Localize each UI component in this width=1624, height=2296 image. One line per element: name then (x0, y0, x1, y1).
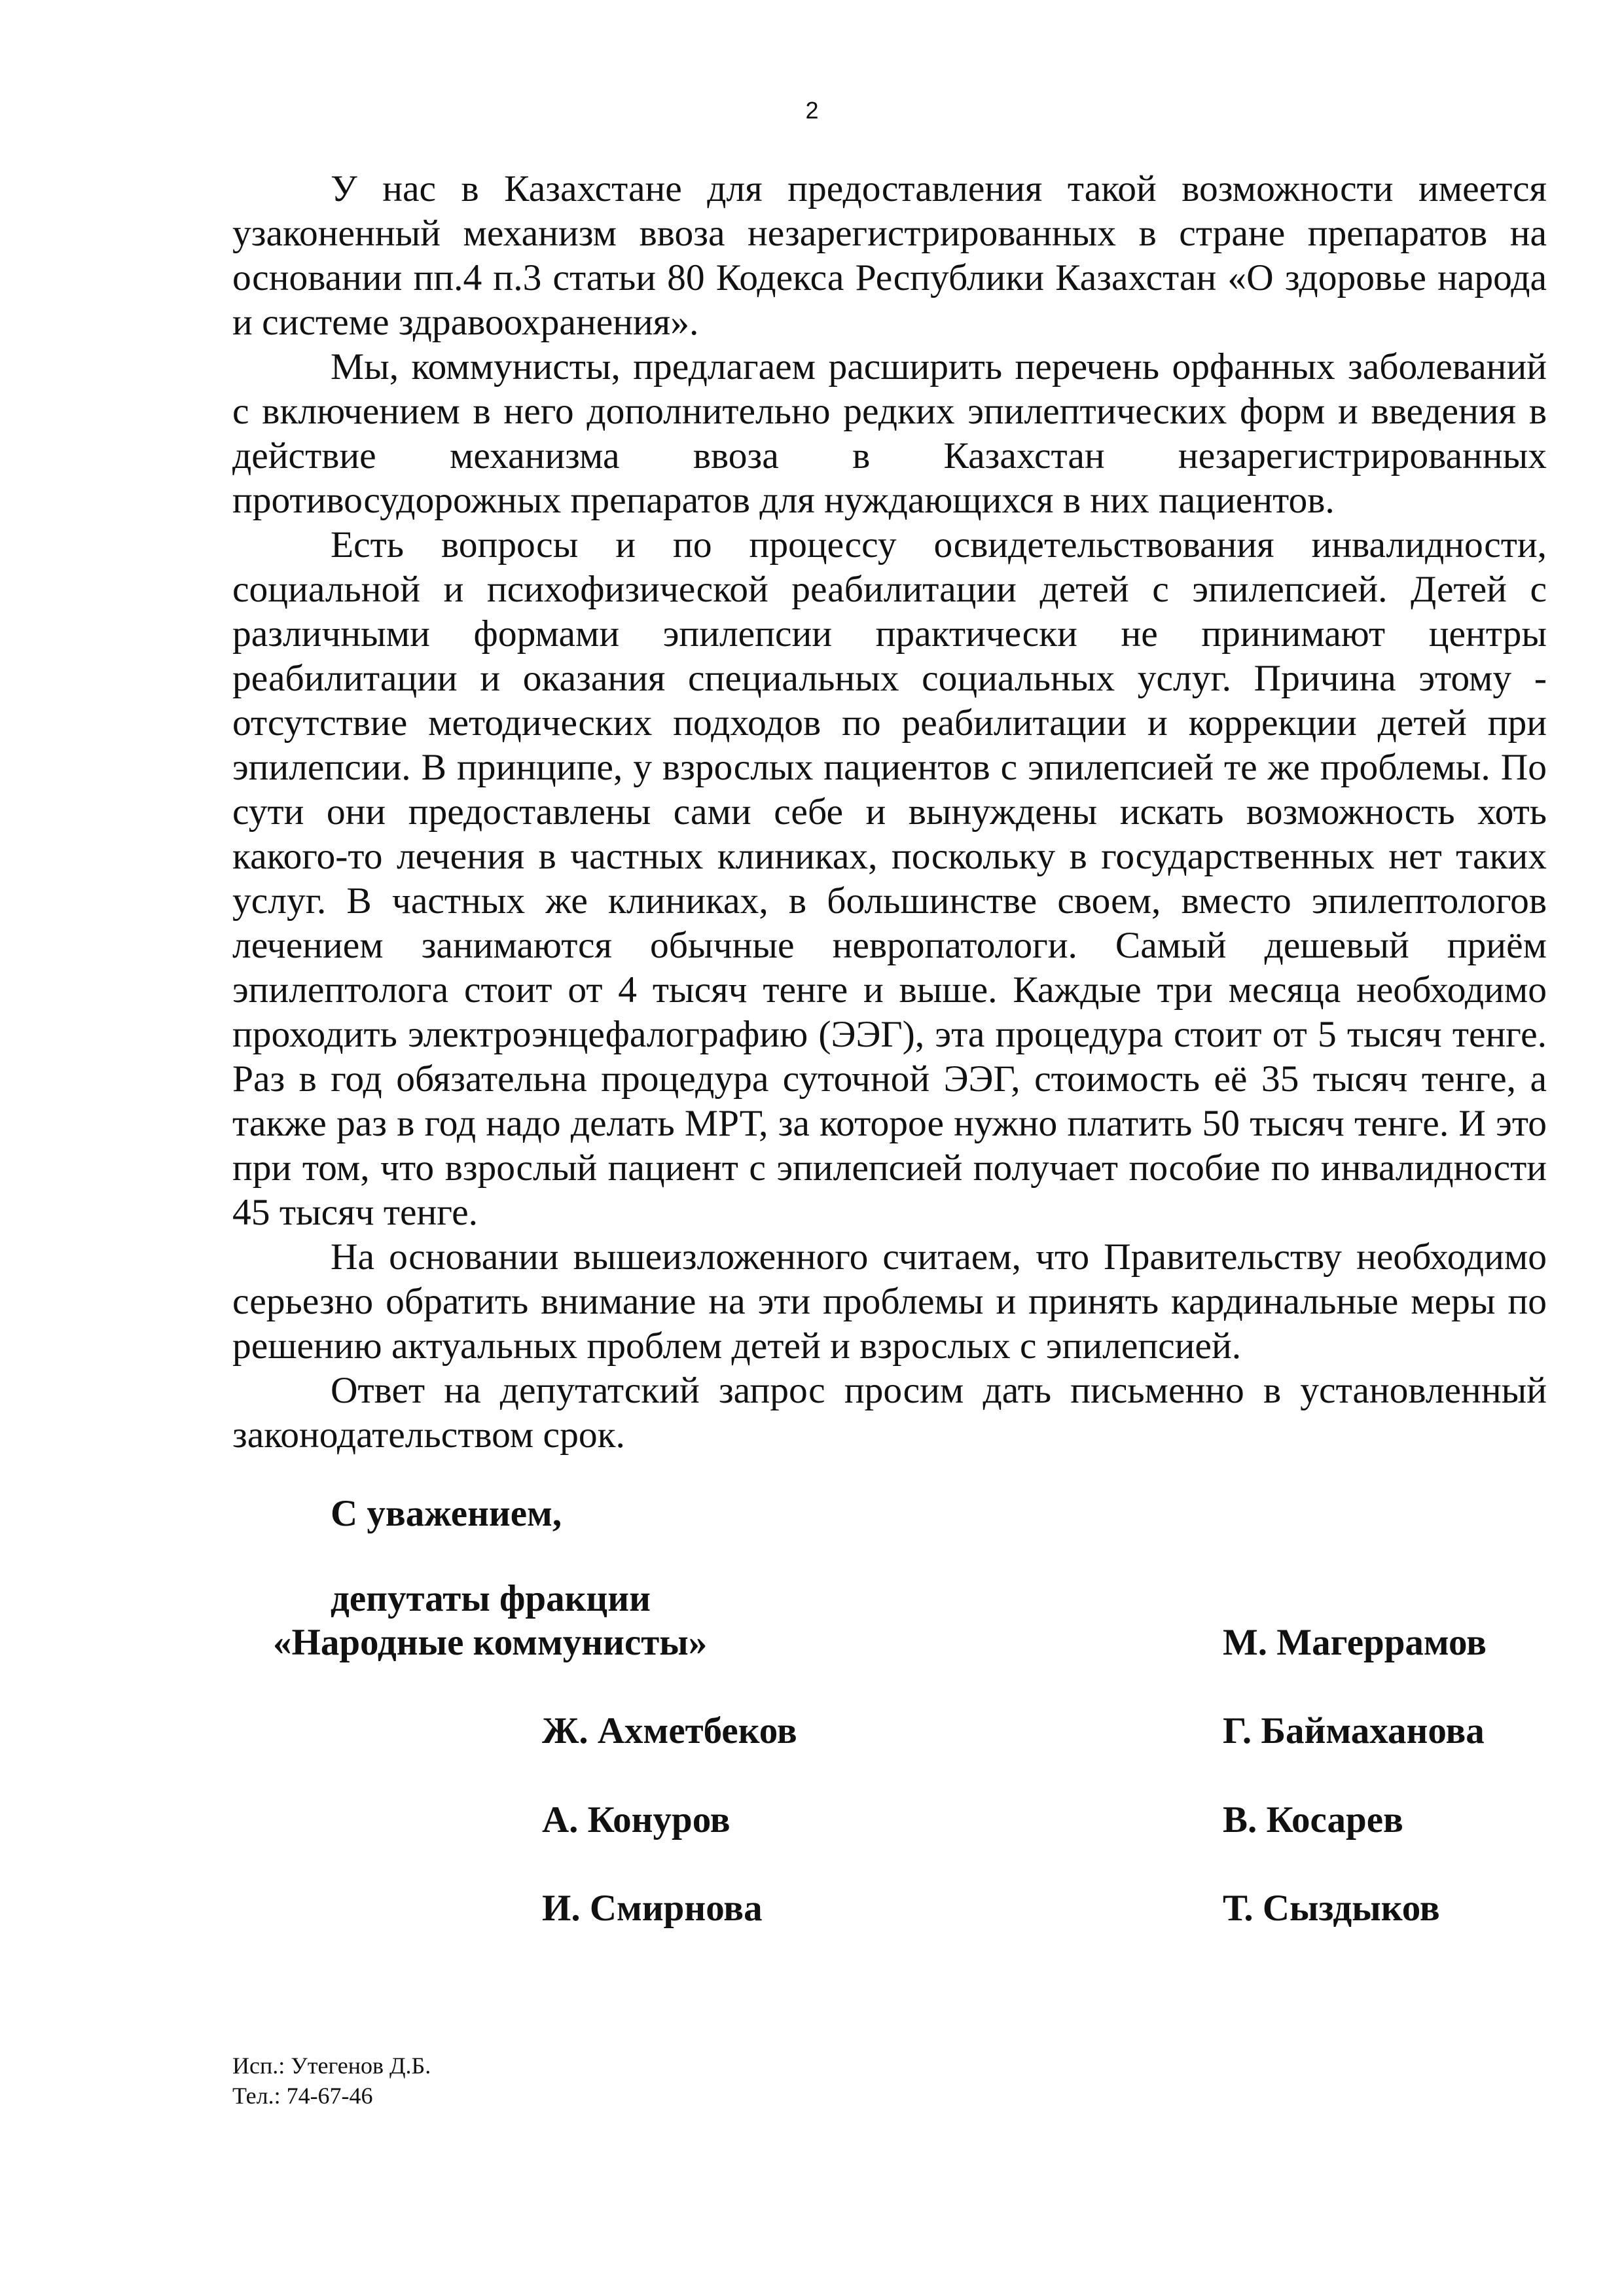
signatory-name: Т. Сыздыков (1223, 1888, 1440, 1929)
faction-label: депутаты фракции (331, 1578, 651, 1619)
paragraph: Есть вопросы и по процессу освидетельствования инвалидности, социальной и психофизической реабилитации детей с эпилепсией. Детей с различными формами эпилепсии практически не принимают центры реабилитации и оказания специальных социальных услуг. Причина этому - отсутствие методических подходов по реабилитации и коррекции детей при эпилепсии. В принципе, у взрослых пациентов с эпилепсией те же проблемы. По сути они предоставлены сами себе и вынуждены искать возможность хоть какого-то лечения в частных клиниках, поскольку в государственных нет таких услуг. В частных же клиниках, в большинстве своем, вместо эпилептологов лечением занимаются обычные невропатологи. Самый дешевый приём эпилептолога стоит от 4 тысяч тенге и выше. Каждые три месяца необходимо проходить электроэнцефалографию (ЭЭГ), эта процедура стоит от 5 тысяч тенге. Раз в год обязательна процедура суточной ЭЭГ, стоимость её 35 тысяч тенге, а также раз в год надо делать МРТ, за которое нужно платить 50 тысяч тенге. И это при том, что взрослый пациент с эпилепсией получает пособие по инвалидности 45 тысяч тенге. (232, 524, 1547, 1233)
paragraph: На основании вышеизложенного считаем, что Правительству необходимо серьезно обратить внимание на эти проблемы и принять кардинальные меры по решению актуальных проблем детей и взрослых с эпилепсией. (232, 1236, 1547, 1367)
phone-line: Тел.: 74-67-46 (232, 2083, 373, 2109)
signatory-name: И. Смирнова (542, 1888, 763, 1929)
paragraph: Мы, коммунисты, предлагаем расширить перечень орфанных заболеваний с включением в него дополнительно редких эпилептических форм и введения в действие механизма ввоза в Казахстан незарегистрированных противосудорожных препаратов для нуждающихся в них пациентов. (232, 346, 1547, 521)
signatory-name: В. Косарев (1223, 1799, 1403, 1840)
letter-body (232, 167, 1547, 1458)
signatory-name: Ж. Ахметбеков (542, 1710, 797, 1751)
paragraph: Ответ на депутатский запрос просим дать письменно в установленный законодательством срок. (232, 1370, 1547, 1456)
signatory-name: А. Конуров (542, 1799, 731, 1840)
closing-greeting: С уважением, (331, 1493, 562, 1534)
signatory-name: Г. Баймаханова (1223, 1710, 1485, 1751)
paragraph: У нас в Казахстане для предоставления такой возможности имеется узаконенный механизм ввоза незарегистрированных в стране препаратов на основании пп.4 п.3 статьи 80 Кодекса Республики Казахстан «О здоровье народа и системе здравоохранения». (232, 168, 1547, 343)
signatory-name: М. Магеррамов (1223, 1622, 1487, 1663)
page-number: 2 (805, 97, 819, 124)
footer (232, 2051, 431, 2111)
faction-name: «Народные коммунисты» (273, 1622, 708, 1663)
executor-line: Исп.: Утегенов Д.Б. (232, 2053, 431, 2079)
